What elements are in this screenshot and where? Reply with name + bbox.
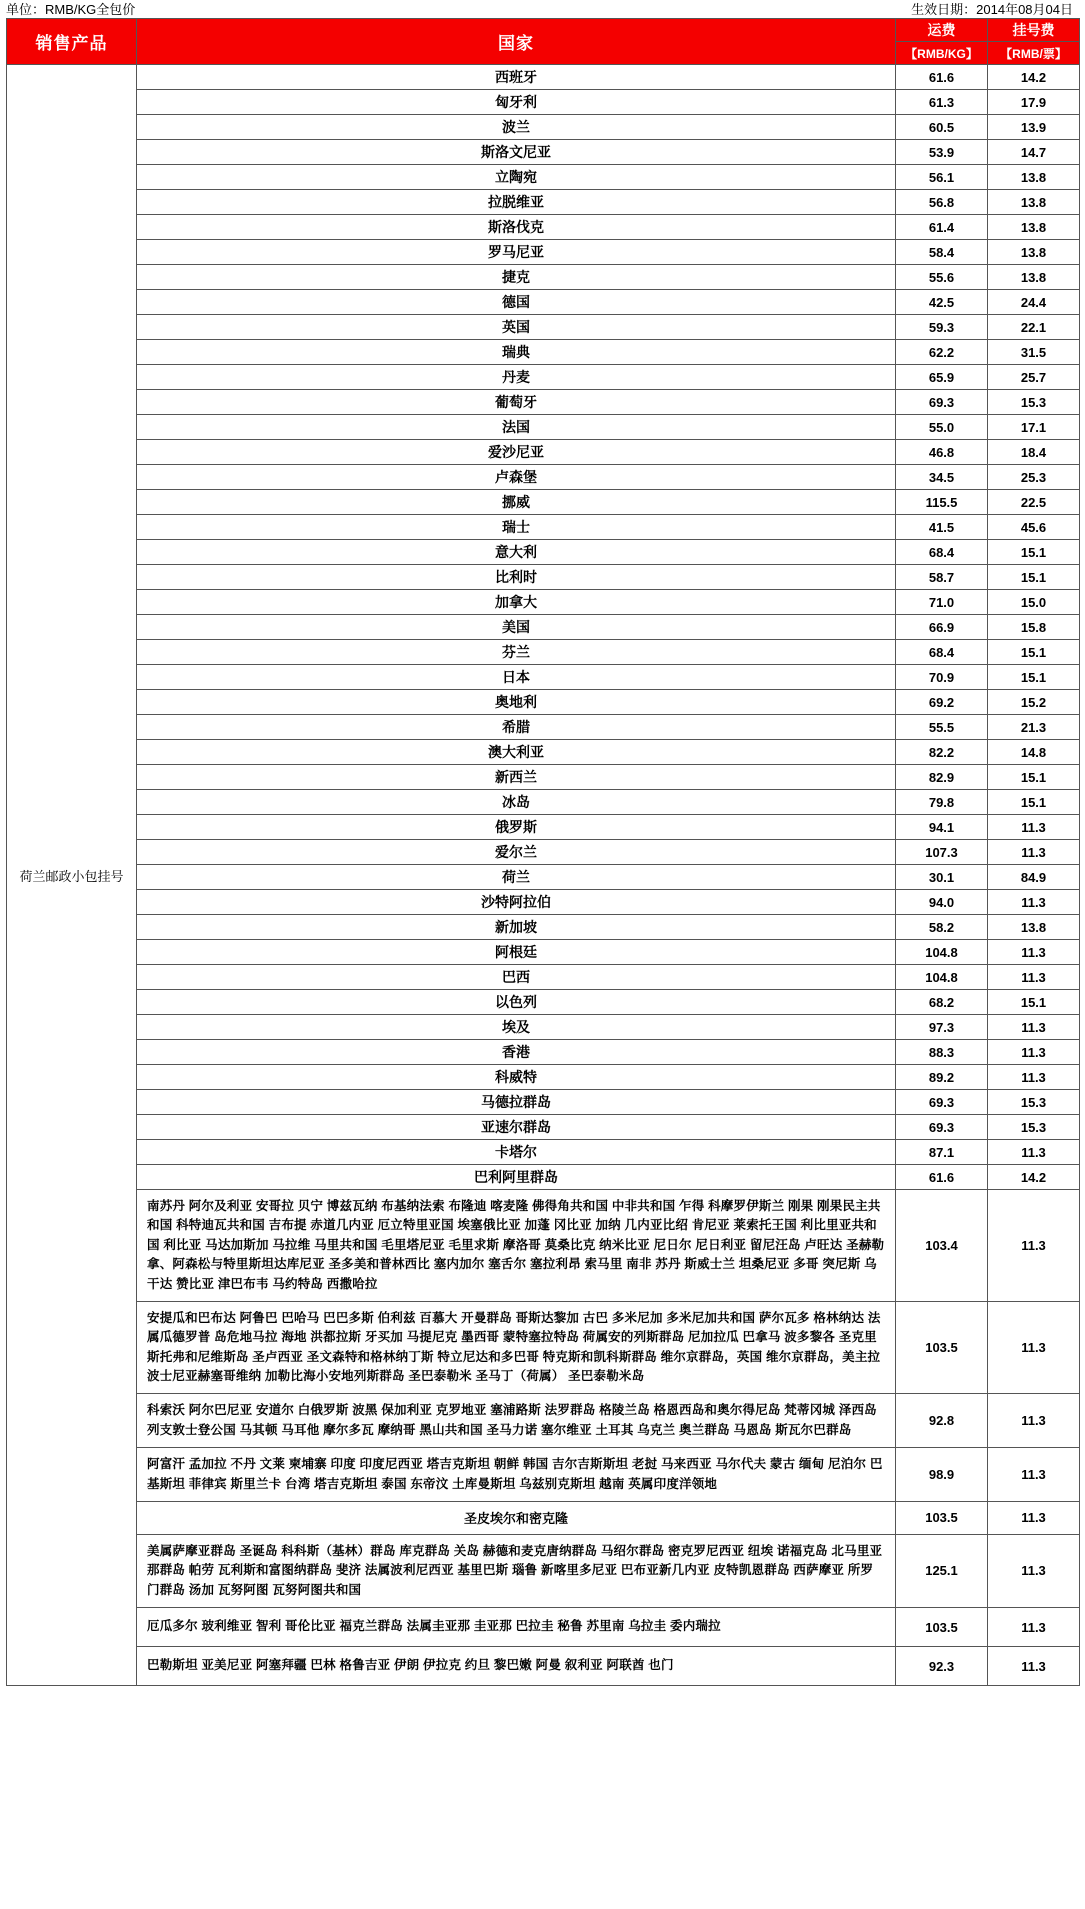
country-cell: 安提瓜和巴布达 阿鲁巴 巴哈马 巴巴多斯 伯利兹 百慕大 开曼群岛 哥斯达黎加 古巴 多米尼加 多米尼加共和国 萨尔瓦多 格林纳达 法属瓜德罗普 岛危地马拉 海地 洪都拉斯 牙买加 马提尼克 墨西哥 蒙特塞拉特岛 荷属安的列斯群岛 尼加拉瓜 巴拿马 波多黎各 圣克里斯托弗和尼维斯岛 圣卢西亚 圣文森特和格林纳丁斯 特立尼达和多巴哥 特克斯和凯科斯群岛 维尔京群岛，英国 维尔京群岛，美主拉 波士尼亚赫塞哥维纳 加勒比海小安地列斯群岛 圣巴泰勒米 圣马丁（荷属） 圣巴泰勒米岛: [137, 1301, 896, 1394]
registration-cell: 11.3: [988, 1608, 1080, 1647]
table-row: [7, 940, 1080, 965]
country-cell: 希腊: [137, 715, 896, 740]
freight-cell: 62.2: [896, 340, 988, 365]
registration-cell: 13.9: [988, 115, 1080, 140]
freight-cell: 34.5: [896, 465, 988, 490]
freight-cell: 69.3: [896, 1115, 988, 1140]
registration-cell: 11.3: [988, 890, 1080, 915]
country-cell: 瑞典: [137, 340, 896, 365]
country-cell: 匈牙利: [137, 90, 896, 115]
freight-cell: 92.8: [896, 1394, 988, 1448]
table-row: [7, 1065, 1080, 1090]
freight-cell: 61.4: [896, 215, 988, 240]
registration-cell: 11.3: [988, 1394, 1080, 1448]
table-row: [7, 1394, 1080, 1448]
table-row: [7, 1448, 1080, 1502]
table-row: [7, 1190, 1080, 1302]
registration-cell: 14.7: [988, 140, 1080, 165]
registration-cell: 84.9: [988, 865, 1080, 890]
registration-cell: 17.9: [988, 90, 1080, 115]
country-cell: 巴利阿里群岛: [137, 1165, 896, 1190]
registration-cell: 18.4: [988, 440, 1080, 465]
country-cell: 加拿大: [137, 590, 896, 615]
table-row: [7, 840, 1080, 865]
table-row: [7, 740, 1080, 765]
registration-cell: 14.8: [988, 740, 1080, 765]
registration-cell: 13.8: [988, 165, 1080, 190]
registration-cell: 15.3: [988, 1090, 1080, 1115]
registration-cell: 22.5: [988, 490, 1080, 515]
registration-cell: 24.4: [988, 290, 1080, 315]
country-cell: 冰岛: [137, 790, 896, 815]
table-row: [7, 265, 1080, 290]
registration-cell: 15.1: [988, 790, 1080, 815]
country-cell: 巴西: [137, 965, 896, 990]
table-row: [7, 515, 1080, 540]
freight-cell: 97.3: [896, 1015, 988, 1040]
registration-cell: 15.1: [988, 640, 1080, 665]
freight-cell: 60.5: [896, 115, 988, 140]
country-cell: 香港: [137, 1040, 896, 1065]
registration-cell: 15.1: [988, 565, 1080, 590]
freight-cell: 103.5: [896, 1608, 988, 1647]
table-row: [7, 715, 1080, 740]
registration-cell: 13.8: [988, 915, 1080, 940]
country-cell: 埃及: [137, 1015, 896, 1040]
table-row: [7, 865, 1080, 890]
freight-cell: 66.9: [896, 615, 988, 640]
freight-cell: 58.2: [896, 915, 988, 940]
registration-cell: 14.2: [988, 65, 1080, 90]
price-table: [6, 18, 1080, 1686]
sheet-topbar: [0, 0, 1085, 18]
registration-cell: 11.3: [988, 1015, 1080, 1040]
registration-cell: 15.3: [988, 390, 1080, 415]
registration-cell: 11.3: [988, 1190, 1080, 1302]
freight-cell: 69.3: [896, 1090, 988, 1115]
registration-cell: 21.3: [988, 715, 1080, 740]
table-row: [7, 990, 1080, 1015]
header-freight-col: 运费: [896, 19, 988, 42]
header-product-col: 销售产品: [7, 19, 137, 65]
country-cell: 葡萄牙: [137, 390, 896, 415]
registration-cell: 13.8: [988, 190, 1080, 215]
registration-cell: 11.3: [988, 1501, 1080, 1534]
registration-cell: 15.3: [988, 1115, 1080, 1140]
registration-cell: 15.0: [988, 590, 1080, 615]
unit-label: 单位：RMB/KG全包价: [6, 2, 136, 17]
table-row: [7, 890, 1080, 915]
registration-cell: 25.3: [988, 465, 1080, 490]
table-row: [7, 540, 1080, 565]
registration-cell: 15.1: [988, 665, 1080, 690]
freight-cell: 68.4: [896, 640, 988, 665]
table-row: [7, 1115, 1080, 1140]
header-registration-unit: 【RMB/票】: [988, 42, 1080, 65]
registration-cell: 13.8: [988, 265, 1080, 290]
table-row: [7, 490, 1080, 515]
table-row: [7, 1090, 1080, 1115]
freight-cell: 61.6: [896, 65, 988, 90]
country-cell: 亚速尔群岛: [137, 1115, 896, 1140]
registration-cell: 31.5: [988, 340, 1080, 365]
freight-cell: 70.9: [896, 665, 988, 690]
table-row: [7, 465, 1080, 490]
freight-cell: 56.1: [896, 165, 988, 190]
table-row: [7, 765, 1080, 790]
country-cell: 美属萨摩亚群岛 圣诞岛 科科斯（基林）群岛 库克群岛 关岛 赫德和麦克唐纳群岛 马绍尔群岛 密克罗尼西亚 纽埃 诺福克岛 北马里亚那群岛 帕劳 瓦利斯和富图纳群岛 斐济 法属波利尼西亚 基里巴斯 瑙鲁 新喀里多尼亚 巴布亚新几内亚 皮特凯恩群岛 西萨摩亚 所罗门群岛 汤加 瓦努阿图 瓦努阿图共和国: [137, 1534, 896, 1607]
table-row: [7, 390, 1080, 415]
freight-cell: 53.9: [896, 140, 988, 165]
table-row: [7, 690, 1080, 715]
freight-cell: 41.5: [896, 515, 988, 540]
registration-cell: 15.2: [988, 690, 1080, 715]
table-row: [7, 1165, 1080, 1190]
country-cell: 立陶宛: [137, 165, 896, 190]
country-cell: 科索沃 阿尔巴尼亚 安道尔 白俄罗斯 波黑 保加利亚 克罗地亚 塞浦路斯 法罗群岛 格陵兰岛 格恩西岛和奥尔得尼岛 梵蒂冈城 泽西岛 列支敦士登公国 马其顿 马耳他 摩尔多瓦 摩纳哥 黑山共和国 圣马力诺 塞尔维亚 土耳其 乌克兰 奥兰群岛 马恩岛 斯瓦尔巴群岛: [137, 1394, 896, 1448]
table-row: [7, 340, 1080, 365]
freight-cell: 104.8: [896, 965, 988, 990]
country-cell: 美国: [137, 615, 896, 640]
country-cell: 巴勒斯坦 亚美尼亚 阿塞拜疆 巴林 格鲁吉亚 伊朗 伊拉克 约旦 黎巴嫩 阿曼 叙利亚 阿联酋 也门: [137, 1647, 896, 1686]
freight-cell: 94.1: [896, 815, 988, 840]
registration-cell: 11.3: [988, 815, 1080, 840]
freight-cell: 82.9: [896, 765, 988, 790]
country-cell: 圣皮埃尔和密克隆: [137, 1501, 896, 1534]
freight-cell: 30.1: [896, 865, 988, 890]
country-cell: 波兰: [137, 115, 896, 140]
table-row: [7, 215, 1080, 240]
table-row: [7, 1608, 1080, 1647]
registration-cell: 15.1: [988, 990, 1080, 1015]
freight-cell: 125.1: [896, 1534, 988, 1607]
header-country-col: 国家: [137, 19, 896, 65]
table-row: [7, 790, 1080, 815]
country-cell: 意大利: [137, 540, 896, 565]
freight-cell: 55.0: [896, 415, 988, 440]
table-row: [7, 915, 1080, 940]
table-row: [7, 115, 1080, 140]
registration-cell: 25.7: [988, 365, 1080, 390]
freight-cell: 46.8: [896, 440, 988, 465]
registration-cell: 15.8: [988, 615, 1080, 640]
freight-cell: 55.5: [896, 715, 988, 740]
freight-cell: 94.0: [896, 890, 988, 915]
table-row: [7, 415, 1080, 440]
country-cell: 奥地利: [137, 690, 896, 715]
freight-cell: 61.6: [896, 1165, 988, 1190]
registration-cell: 11.3: [988, 840, 1080, 865]
table-row: [7, 1040, 1080, 1065]
table-row: [7, 365, 1080, 390]
freight-cell: 92.3: [896, 1647, 988, 1686]
freight-cell: 58.7: [896, 565, 988, 590]
table-row: [7, 290, 1080, 315]
freight-cell: 87.1: [896, 1140, 988, 1165]
freight-cell: 69.3: [896, 390, 988, 415]
registration-cell: 11.3: [988, 940, 1080, 965]
country-cell: 新西兰: [137, 765, 896, 790]
registration-cell: 11.3: [988, 1040, 1080, 1065]
header-registration-col: 挂号费: [988, 19, 1080, 42]
freight-cell: 59.3: [896, 315, 988, 340]
country-cell: 挪威: [137, 490, 896, 515]
country-cell: 俄罗斯: [137, 815, 896, 840]
registration-cell: 17.1: [988, 415, 1080, 440]
freight-cell: 42.5: [896, 290, 988, 315]
registration-cell: 15.1: [988, 540, 1080, 565]
freight-cell: 61.3: [896, 90, 988, 115]
table-row: [7, 665, 1080, 690]
table-header-row: [7, 19, 1080, 42]
table-row: [7, 165, 1080, 190]
country-cell: 芬兰: [137, 640, 896, 665]
freight-cell: 69.2: [896, 690, 988, 715]
country-cell: 科威特: [137, 1065, 896, 1090]
freight-cell: 103.5: [896, 1501, 988, 1534]
freight-cell: 71.0: [896, 590, 988, 615]
country-cell: 斯洛文尼亚: [137, 140, 896, 165]
country-cell: 捷克: [137, 265, 896, 290]
freight-cell: 56.8: [896, 190, 988, 215]
registration-cell: 11.3: [988, 1647, 1080, 1686]
freight-cell: 82.2: [896, 740, 988, 765]
effective-date-label: 生效日期：2014年08月04日: [911, 2, 1073, 17]
country-cell: 厄瓜多尔 玻利维亚 智利 哥伦比亚 福克兰群岛 法属圭亚那 圭亚那 巴拉圭 秘鲁 苏里南 乌拉圭 委内瑞拉: [137, 1608, 896, 1647]
table-row: [7, 140, 1080, 165]
table-row: [7, 640, 1080, 665]
country-cell: 澳大利亚: [137, 740, 896, 765]
table-row: [7, 315, 1080, 340]
country-cell: 瑞士: [137, 515, 896, 540]
freight-cell: 107.3: [896, 840, 988, 865]
freight-cell: 79.8: [896, 790, 988, 815]
country-cell: 英国: [137, 315, 896, 340]
table-row: [7, 190, 1080, 215]
freight-cell: 104.8: [896, 940, 988, 965]
registration-cell: 11.3: [988, 1534, 1080, 1607]
country-cell: 丹麦: [137, 365, 896, 390]
registration-cell: 11.3: [988, 1301, 1080, 1394]
freight-cell: 88.3: [896, 1040, 988, 1065]
table-row: [7, 1534, 1080, 1607]
freight-cell: 115.5: [896, 490, 988, 515]
country-cell: 斯洛伐克: [137, 215, 896, 240]
country-cell: 法国: [137, 415, 896, 440]
table-row: [7, 1301, 1080, 1394]
freight-cell: 103.4: [896, 1190, 988, 1302]
country-cell: 马德拉群岛: [137, 1090, 896, 1115]
registration-cell: 11.3: [988, 1065, 1080, 1090]
registration-cell: 14.2: [988, 1165, 1080, 1190]
registration-cell: 11.3: [988, 965, 1080, 990]
freight-cell: 55.6: [896, 265, 988, 290]
price-table-body: [7, 19, 1080, 1686]
country-cell: 日本: [137, 665, 896, 690]
registration-cell: 11.3: [988, 1448, 1080, 1502]
product-name-cell: 荷兰邮政小包挂号: [7, 65, 137, 1686]
freight-cell: 65.9: [896, 365, 988, 390]
country-cell: 阿富汗 孟加拉 不丹 文莱 柬埔寨 印度 印度尼西亚 塔吉克斯坦 朝鲜 韩国 吉尔吉斯斯坦 老挝 马来西亚 马尔代夫 蒙古 缅甸 尼泊尔 巴基斯坦 菲律宾 斯里兰卡 台湾 塔吉克斯坦 泰国 东帝汶 土库曼斯坦 乌兹别克斯坦 越南 英属印度洋领地: [137, 1448, 896, 1502]
freight-cell: 58.4: [896, 240, 988, 265]
country-cell: 西班牙: [137, 65, 896, 90]
country-cell: 爱沙尼亚: [137, 440, 896, 465]
header-freight-unit: 【RMB/KG】: [896, 42, 988, 65]
country-cell: 比利时: [137, 565, 896, 590]
table-row: [7, 240, 1080, 265]
country-cell: 沙特阿拉伯: [137, 890, 896, 915]
registration-cell: 45.6: [988, 515, 1080, 540]
country-cell: 罗马尼亚: [137, 240, 896, 265]
country-cell: 爱尔兰: [137, 840, 896, 865]
country-cell: 南苏丹 阿尔及利亚 安哥拉 贝宁 博兹瓦纳 布基纳法索 布隆迪 喀麦隆 佛得角共和国 中非共和国 乍得 科摩罗伊斯兰 刚果 刚果民主共和国 科特迪瓦共和国 吉布提 赤道几内亚 厄立特里亚国 埃塞俄比亚 加蓬 冈比亚 加纳 几内亚比绍 肯尼亚 莱索托王国 利比里亚共和国 利比亚 马达加斯加 马拉维 马里共和国 毛里塔尼亚 毛里求斯 摩洛哥 莫桑比克 纳米比亚 尼日尔 尼日利亚 留尼汪岛 卢旺达 圣赫勒拿、阿森松与特里斯坦达库尼亚 圣多美和普林西比 塞内加尔 塞舌尔 塞拉利昂 索马里 南非 苏丹 斯威士兰 坦桑尼亚 多哥 突尼斯 乌干达 赞比亚 津巴布韦 马约特岛 西撒哈拉: [137, 1190, 896, 1302]
table-row: [7, 1647, 1080, 1686]
table-row: [7, 615, 1080, 640]
registration-cell: 22.1: [988, 315, 1080, 340]
table-row: [7, 1015, 1080, 1040]
country-cell: 拉脱维亚: [137, 190, 896, 215]
country-cell: 卢森堡: [137, 465, 896, 490]
country-cell: 以色列: [137, 990, 896, 1015]
registration-cell: 13.8: [988, 240, 1080, 265]
table-row: [7, 1501, 1080, 1534]
registration-cell: 11.3: [988, 1140, 1080, 1165]
registration-cell: 13.8: [988, 215, 1080, 240]
table-row: [7, 565, 1080, 590]
freight-cell: 103.5: [896, 1301, 988, 1394]
country-cell: 荷兰: [137, 865, 896, 890]
country-cell: 德国: [137, 290, 896, 315]
table-row: [7, 65, 1080, 90]
table-row: [7, 965, 1080, 990]
country-cell: 卡塔尔: [137, 1140, 896, 1165]
country-cell: 新加坡: [137, 915, 896, 940]
country-cell: 阿根廷: [137, 940, 896, 965]
freight-cell: 89.2: [896, 1065, 988, 1090]
table-row: [7, 590, 1080, 615]
table-row: [7, 815, 1080, 840]
table-row: [7, 1140, 1080, 1165]
table-row: [7, 90, 1080, 115]
freight-cell: 98.9: [896, 1448, 988, 1502]
freight-cell: 68.4: [896, 540, 988, 565]
registration-cell: 15.1: [988, 765, 1080, 790]
freight-cell: 68.2: [896, 990, 988, 1015]
table-row: [7, 440, 1080, 465]
